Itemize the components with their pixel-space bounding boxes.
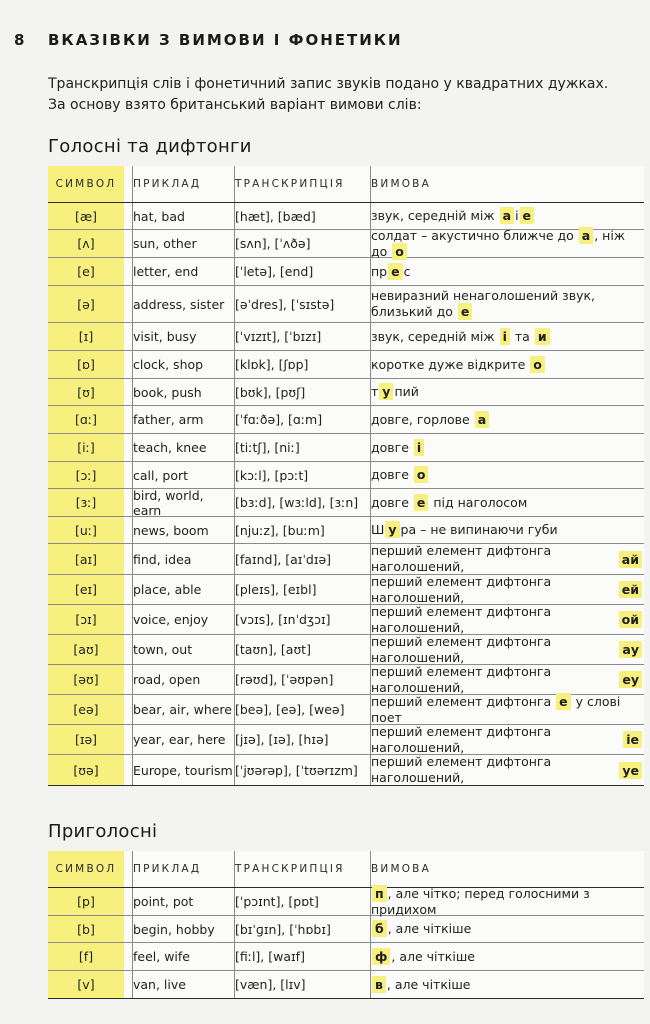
pronunciation-text: перший елемент дифтонга наголошений, — [371, 633, 552, 665]
phonetic-symbol: [əʊ] — [73, 672, 99, 687]
header-symbol-cell — [48, 166, 124, 202]
sound-highlight: е — [388, 263, 402, 280]
example-words: call, port — [133, 467, 189, 483]
table-row — [48, 635, 644, 665]
symbol-cell — [48, 351, 124, 378]
example-cell — [132, 323, 235, 350]
sound-highlight: а — [500, 207, 514, 224]
phonetic-symbol: [aʊ] — [73, 642, 99, 657]
pronunciation-cell — [370, 379, 644, 405]
pronunciation-fragment: і — [515, 208, 519, 223]
sound-highlight: а — [579, 227, 593, 244]
transcription-text: [faɪnd], [aɪˈdɪə] — [235, 551, 332, 567]
page-number: 8 — [14, 31, 27, 49]
header-symbol: СИМВОЛ — [55, 863, 117, 875]
pronunciation-fragment: у слові поет — [371, 693, 621, 725]
consonants-table — [48, 851, 644, 999]
pronunciation-text — [371, 921, 471, 937]
pronunciation-fragment: звук, середній між — [371, 208, 499, 223]
example-words: hat, bad — [133, 208, 185, 224]
transcription-cell — [234, 695, 371, 724]
pronunciation-cell — [370, 916, 644, 942]
pronunciation-text — [371, 977, 470, 993]
phonetic-symbol: [ʊə] — [73, 762, 99, 778]
example-words: bear, air, where — [133, 702, 232, 717]
pronunciation-fragment: , але чітко; перед голосними з придихом — [371, 885, 590, 917]
transcription-text: [bɪˈɡɪn], [ˈhɒbɪ] — [235, 921, 331, 937]
example-words: feel, wife — [133, 949, 190, 964]
example-cell — [132, 665, 235, 694]
header-example-cell — [132, 851, 235, 887]
transcription-text: [klɒk], [ʃɒp] — [235, 357, 309, 372]
symbol-cell — [48, 971, 124, 998]
pronunciation-cell — [370, 544, 644, 574]
pronunciation-cell — [370, 406, 644, 433]
table-row — [48, 605, 644, 635]
example-cell — [132, 286, 235, 322]
pronunciation-text — [371, 357, 546, 373]
table-row — [48, 544, 644, 575]
pronunciation-fragment: під наголосом — [429, 494, 528, 510]
symbol-cell — [48, 230, 124, 257]
table-row — [48, 943, 644, 971]
phonetic-symbol: [iː] — [77, 440, 95, 455]
sound-highlight: е — [414, 494, 428, 511]
pronunciation-text — [371, 467, 429, 483]
example-words: bird, world, earn — [133, 487, 204, 518]
transcription-cell — [234, 489, 371, 516]
pronunciation-cell — [370, 575, 644, 604]
transcription-cell — [234, 351, 371, 378]
transcription-text: [ˈletə], [end] — [235, 264, 314, 279]
phonetic-symbol: [æ] — [74, 208, 98, 224]
symbol-cell — [48, 888, 124, 915]
pronunciation-fragment: с — [403, 263, 411, 279]
transcription-cell — [234, 635, 371, 664]
symbol-cell — [48, 489, 124, 516]
example-cell — [132, 575, 235, 604]
example-cell — [132, 888, 235, 915]
symbol-cell — [48, 544, 124, 574]
example-cell — [132, 755, 235, 785]
phonetic-symbol: [e] — [77, 264, 95, 279]
sound-highlight: і — [500, 328, 510, 345]
phonetic-symbol: [p] — [77, 894, 95, 909]
pronunciation-fragment: т — [371, 384, 379, 399]
pronunciation-text — [371, 264, 410, 280]
transcription-text: [ˈvɪzɪt], [ˈbɪzɪ] — [235, 329, 322, 344]
header-pronunciation: ВИМОВА — [371, 178, 431, 190]
transcription-cell — [234, 258, 371, 285]
transcription-cell — [234, 230, 371, 257]
symbol-cell — [48, 286, 124, 322]
header-transcription: ТРАНСКРИПЦІЯ — [235, 178, 345, 190]
table-row — [48, 462, 644, 489]
pronunciation-fragment: довге — [371, 494, 413, 510]
table-row — [48, 885, 644, 917]
phonetic-symbol: [ɔː] — [75, 467, 97, 483]
table-row — [48, 755, 644, 786]
sound-highlight: ау — [619, 641, 642, 658]
example-words: begin, hobby — [133, 921, 215, 937]
transcription-cell — [234, 462, 371, 488]
example-words: Europe, tourism — [133, 762, 233, 778]
pronunciation-fragment: , але чіткіше — [391, 948, 475, 964]
pronunciation-cell — [370, 323, 644, 350]
pronunciation-fragment: невиразний ненаголошений звук, близький до — [371, 288, 595, 319]
pronunciation-fragment: пий — [394, 384, 419, 399]
example-words: sun, other — [133, 236, 197, 251]
example-cell — [132, 230, 235, 257]
pronunciation-text — [371, 208, 535, 224]
pronunciation-text — [371, 522, 558, 538]
pronunciation-text — [371, 949, 475, 965]
pronunciation-text: перший елемент дифтонга наголошений, — [371, 603, 552, 635]
header-example: ПРИКЛАД — [133, 863, 202, 875]
header-pronunciation-cell — [370, 166, 644, 202]
transcription-cell — [234, 888, 371, 915]
header-symbol-cell — [48, 851, 124, 887]
table-row — [48, 971, 644, 999]
sound-highlight: о — [414, 466, 429, 483]
symbol-cell — [48, 203, 124, 229]
phonetic-symbol: [uː] — [75, 522, 97, 538]
symbol-cell — [48, 725, 124, 754]
example-words: news, boom — [133, 522, 209, 538]
table-row — [48, 575, 644, 605]
phonetic-symbol: [eɪ] — [74, 582, 98, 597]
phonetic-symbol: [ɪə] — [74, 732, 98, 747]
intro-paragraph: Транскрипція слів і фонетичний запис звуків подано у квадратних дужках. За основу взято британський варіант вимови слів: — [48, 76, 609, 113]
transcription-cell — [234, 971, 371, 998]
pronunciation-cell — [370, 885, 644, 917]
pronunciation-fragment: Ш — [371, 522, 385, 537]
symbol-cell — [48, 695, 124, 724]
symbol-cell — [48, 605, 124, 634]
example-words: voice, enjoy — [133, 612, 209, 627]
sound-highlight: е — [458, 303, 472, 320]
pronunciation-fragment: довге — [371, 467, 413, 482]
example-cell — [132, 517, 235, 543]
phonetic-symbol: [ʊ] — [77, 384, 95, 400]
transcription-cell — [234, 755, 371, 785]
table-row — [48, 725, 644, 755]
symbol-cell — [48, 323, 124, 350]
sound-highlight: еу — [619, 671, 642, 688]
example-words: town, out — [133, 642, 193, 657]
example-words: year, ear, here — [133, 732, 226, 747]
table-row — [48, 489, 644, 517]
example-cell — [132, 544, 235, 574]
transcription-cell — [234, 605, 371, 634]
sound-highlight: і — [414, 439, 424, 456]
transcription-text: [vɔɪs], [ɪnˈdʒɔɪ] — [235, 612, 331, 627]
pronunciation-text: перший елемент дифтонга наголошений, — [371, 663, 552, 695]
phonetic-symbol: [ɔɪ] — [75, 612, 97, 627]
vowels-table — [48, 166, 644, 786]
phonetic-symbol: [ɒ] — [77, 357, 95, 372]
table-row — [48, 434, 644, 462]
example-words: point, pot — [133, 894, 194, 909]
example-cell — [132, 258, 235, 285]
phonetic-symbol: [ɜː] — [75, 495, 97, 510]
consonants-section-title: Приголосні — [48, 821, 158, 842]
pronunciation-text — [371, 228, 644, 260]
symbol-cell — [48, 755, 124, 785]
phonetic-symbol: [f] — [78, 949, 94, 964]
sound-highlight: іе — [623, 731, 642, 748]
pronunciation-fragment: та — [510, 328, 534, 344]
transcription-cell — [234, 725, 371, 754]
transcription-text: [beə], [eə], [weə] — [235, 702, 345, 717]
sound-highlight: б — [372, 920, 387, 937]
example-cell — [132, 406, 235, 433]
symbol-cell — [48, 406, 124, 433]
sound-highlight: ф — [372, 948, 390, 965]
example-words: place, able — [133, 582, 202, 597]
transcription-text: [hæt], [bæd] — [235, 208, 316, 224]
symbol-cell — [48, 434, 124, 461]
pronunciation-cell — [370, 286, 644, 322]
example-cell — [132, 695, 235, 724]
symbol-cell — [48, 575, 124, 604]
header-example-cell — [132, 166, 235, 202]
transcription-text: [əˈdres], [ˈsɪstə] — [235, 296, 335, 312]
header-pronunciation: ВИМОВА — [371, 863, 431, 875]
example-words: father, arm — [133, 412, 204, 427]
pronunciation-cell — [370, 489, 644, 516]
table-row — [48, 323, 644, 351]
table-row — [48, 351, 644, 379]
pronunciation-fragment: , ніж до — [371, 227, 626, 259]
pronunciation-fragment: довге — [371, 439, 413, 455]
sound-highlight: е — [556, 693, 570, 710]
example-cell — [132, 635, 235, 664]
example-words: book, push — [133, 384, 202, 400]
vowels-section-title: Голосні та дифтонги — [48, 136, 252, 157]
pronunciation-cell — [370, 725, 644, 754]
sound-highlight: ай — [619, 551, 642, 568]
phonetic-symbol: [ɑː] — [75, 412, 97, 427]
example-words: visit, busy — [133, 329, 197, 344]
header-pronunciation-cell — [370, 851, 644, 887]
pronunciation-text: перший елемент дифтонга наголошений, — [371, 573, 552, 605]
example-cell — [132, 434, 235, 461]
header-transcription-cell — [234, 851, 371, 887]
transcription-cell — [234, 916, 371, 942]
example-cell — [132, 351, 235, 378]
symbol-cell — [48, 462, 124, 488]
phonetic-symbol: [eə] — [73, 702, 99, 717]
table-header-row — [48, 166, 644, 203]
sound-highlight: о — [530, 356, 545, 373]
sound-highlight: и — [535, 328, 550, 345]
table-row — [48, 227, 644, 259]
pronunciation-fragment: солдат – акустично ближче до — [371, 227, 578, 243]
pronunciation-cell — [370, 943, 644, 970]
pronunciation-cell — [370, 462, 644, 488]
example-cell — [132, 203, 235, 229]
symbol-cell — [48, 258, 124, 285]
example-words: van, live — [133, 977, 186, 992]
pronunciation-text: перший елемент дифтонга наголошений, — [371, 754, 552, 785]
phonetic-symbol: [ə] — [77, 296, 95, 312]
pronunciation-cell — [370, 695, 644, 724]
transcription-cell — [234, 406, 371, 433]
symbol-cell — [48, 635, 124, 664]
transcription-text: [kɔːl], [pɔːt] — [235, 467, 309, 483]
sound-highlight: в — [372, 976, 386, 993]
pronunciation-text — [371, 412, 490, 428]
example-words: road, open — [133, 672, 201, 687]
pronunciation-cell — [370, 605, 644, 634]
example-words: find, idea — [133, 551, 192, 567]
transcription-cell — [234, 943, 371, 970]
sound-highlight: п — [372, 885, 387, 902]
transcription-text: [ˈfɑːðə], [ɑːm] — [235, 412, 323, 427]
symbol-cell — [48, 379, 124, 405]
pronunciation-text — [371, 384, 419, 400]
table-row — [48, 695, 644, 725]
example-words: teach, knee — [133, 440, 207, 455]
example-words: clock, shop — [133, 357, 204, 372]
pronunciation-text — [371, 886, 644, 918]
phonetic-symbol: [b] — [77, 921, 95, 937]
phonetic-symbol: [ʌ] — [77, 236, 95, 251]
pronunciation-text — [371, 694, 644, 726]
transcription-text: [sʌn], [ˈʌðə] — [235, 236, 311, 251]
example-cell — [132, 725, 235, 754]
example-cell — [132, 379, 235, 405]
transcription-text: [ˈjʊərəp], [ˈtʊərɪzm] — [235, 762, 358, 778]
sound-highlight: у — [379, 383, 393, 400]
pronunciation-cell — [370, 755, 644, 785]
symbol-cell — [48, 916, 124, 942]
pronunciation-cell — [370, 434, 644, 461]
symbol-cell — [48, 517, 124, 543]
pronunciation-text — [371, 288, 644, 320]
pronunciation-text — [371, 440, 425, 456]
transcription-text: [pleɪs], [eɪbl] — [235, 582, 317, 597]
pronunciation-fragment: , але чіткіше — [387, 921, 472, 936]
transcription-text: [taʊn], [aʊt] — [235, 642, 311, 657]
transcription-cell — [234, 544, 371, 574]
table-row — [48, 406, 644, 434]
header-example: ПРИКЛАД — [133, 178, 202, 190]
symbol-cell — [48, 665, 124, 694]
pronunciation-cell — [370, 635, 644, 664]
transcription-cell — [234, 434, 371, 461]
transcription-cell — [234, 379, 371, 405]
transcription-text: [tiːtʃ], [niː] — [235, 440, 300, 455]
pronunciation-text: перший елемент дифтонга наголошений, — [371, 543, 552, 574]
pronunciation-fragment: звук, середній між — [371, 328, 499, 344]
table-row — [48, 379, 644, 406]
table-row — [48, 517, 644, 544]
table-row — [48, 665, 644, 695]
sound-highlight: о — [392, 243, 407, 260]
table-row — [48, 916, 644, 943]
table-row — [48, 286, 644, 323]
header-transcription-cell — [234, 166, 371, 202]
table-header-row — [48, 851, 644, 888]
pronunciation-cell — [370, 227, 644, 259]
pronunciation-cell — [370, 203, 644, 229]
transcription-cell — [234, 286, 371, 322]
transcription-text: [ˈpɔɪnt], [pɒt] — [235, 894, 319, 909]
example-words: letter, end — [133, 264, 199, 279]
example-cell — [132, 971, 235, 998]
pronunciation-fragment: перший елемент дифтонга — [371, 693, 556, 709]
table-row — [48, 258, 644, 286]
pronunciation-text — [371, 329, 551, 345]
transcription-text: [væn], [lɪv] — [235, 977, 306, 992]
phonetic-symbol: [aɪ] — [74, 551, 98, 567]
table-row — [48, 203, 644, 230]
sound-highlight: е — [520, 207, 534, 224]
chapter-title: ВКАЗІВКИ З ВИМОВИ І ФОНЕТИКИ — [48, 31, 403, 49]
sound-highlight: уе — [619, 762, 642, 779]
transcription-cell — [234, 575, 371, 604]
page-header — [14, 31, 403, 49]
pronunciation-fragment: коротке дуже відкрите — [371, 356, 530, 372]
transcription-cell — [234, 323, 371, 350]
pronunciation-fragment: пр — [371, 263, 388, 279]
sound-highlight: у — [385, 521, 399, 538]
transcription-cell — [234, 517, 371, 543]
pronunciation-cell — [370, 258, 644, 285]
pronunciation-cell — [370, 971, 644, 998]
example-cell — [132, 916, 235, 942]
pronunciation-fragment: довге, горлове — [371, 411, 474, 427]
transcription-text: [rəʊd], [ˈəʊpən] — [235, 672, 334, 687]
pronunciation-cell — [370, 517, 644, 543]
example-words: address, sister — [133, 296, 225, 312]
pronunciation-fragment: ра – не випинаючи губи — [400, 522, 558, 537]
pronunciation-text: перший елемент дифтонга наголошений, — [371, 723, 552, 755]
sound-highlight: ей — [619, 581, 642, 598]
example-cell — [132, 489, 235, 516]
pronunciation-fragment: , але чіткіше — [386, 976, 471, 992]
symbol-cell — [48, 943, 124, 970]
transcription-text: [bɜːd], [wɜːld], [ɜːn] — [235, 495, 359, 510]
header-symbol: СИМВОЛ — [55, 178, 117, 190]
transcription-cell — [234, 203, 371, 229]
phonetic-symbol: [v] — [77, 977, 95, 992]
example-cell — [132, 462, 235, 488]
sound-highlight: ой — [619, 611, 642, 628]
pronunciation-cell — [370, 351, 644, 378]
header-transcription: ТРАНСКРИПЦІЯ — [235, 863, 345, 875]
transcription-text: [bʊk], [pʊʃ] — [235, 384, 306, 400]
pronunciation-cell — [370, 665, 644, 694]
transcription-cell — [234, 665, 371, 694]
transcription-text: [njuːz], [buːm] — [235, 522, 325, 538]
sound-highlight: а — [475, 411, 489, 428]
transcription-text: [fiːl], [waɪf] — [235, 949, 305, 964]
example-cell — [132, 943, 235, 970]
transcription-text: [jɪə], [ɪə], [hɪə] — [235, 732, 329, 747]
pronunciation-text — [371, 495, 527, 511]
example-cell — [132, 605, 235, 634]
phonetic-symbol: [ɪ] — [78, 329, 94, 344]
